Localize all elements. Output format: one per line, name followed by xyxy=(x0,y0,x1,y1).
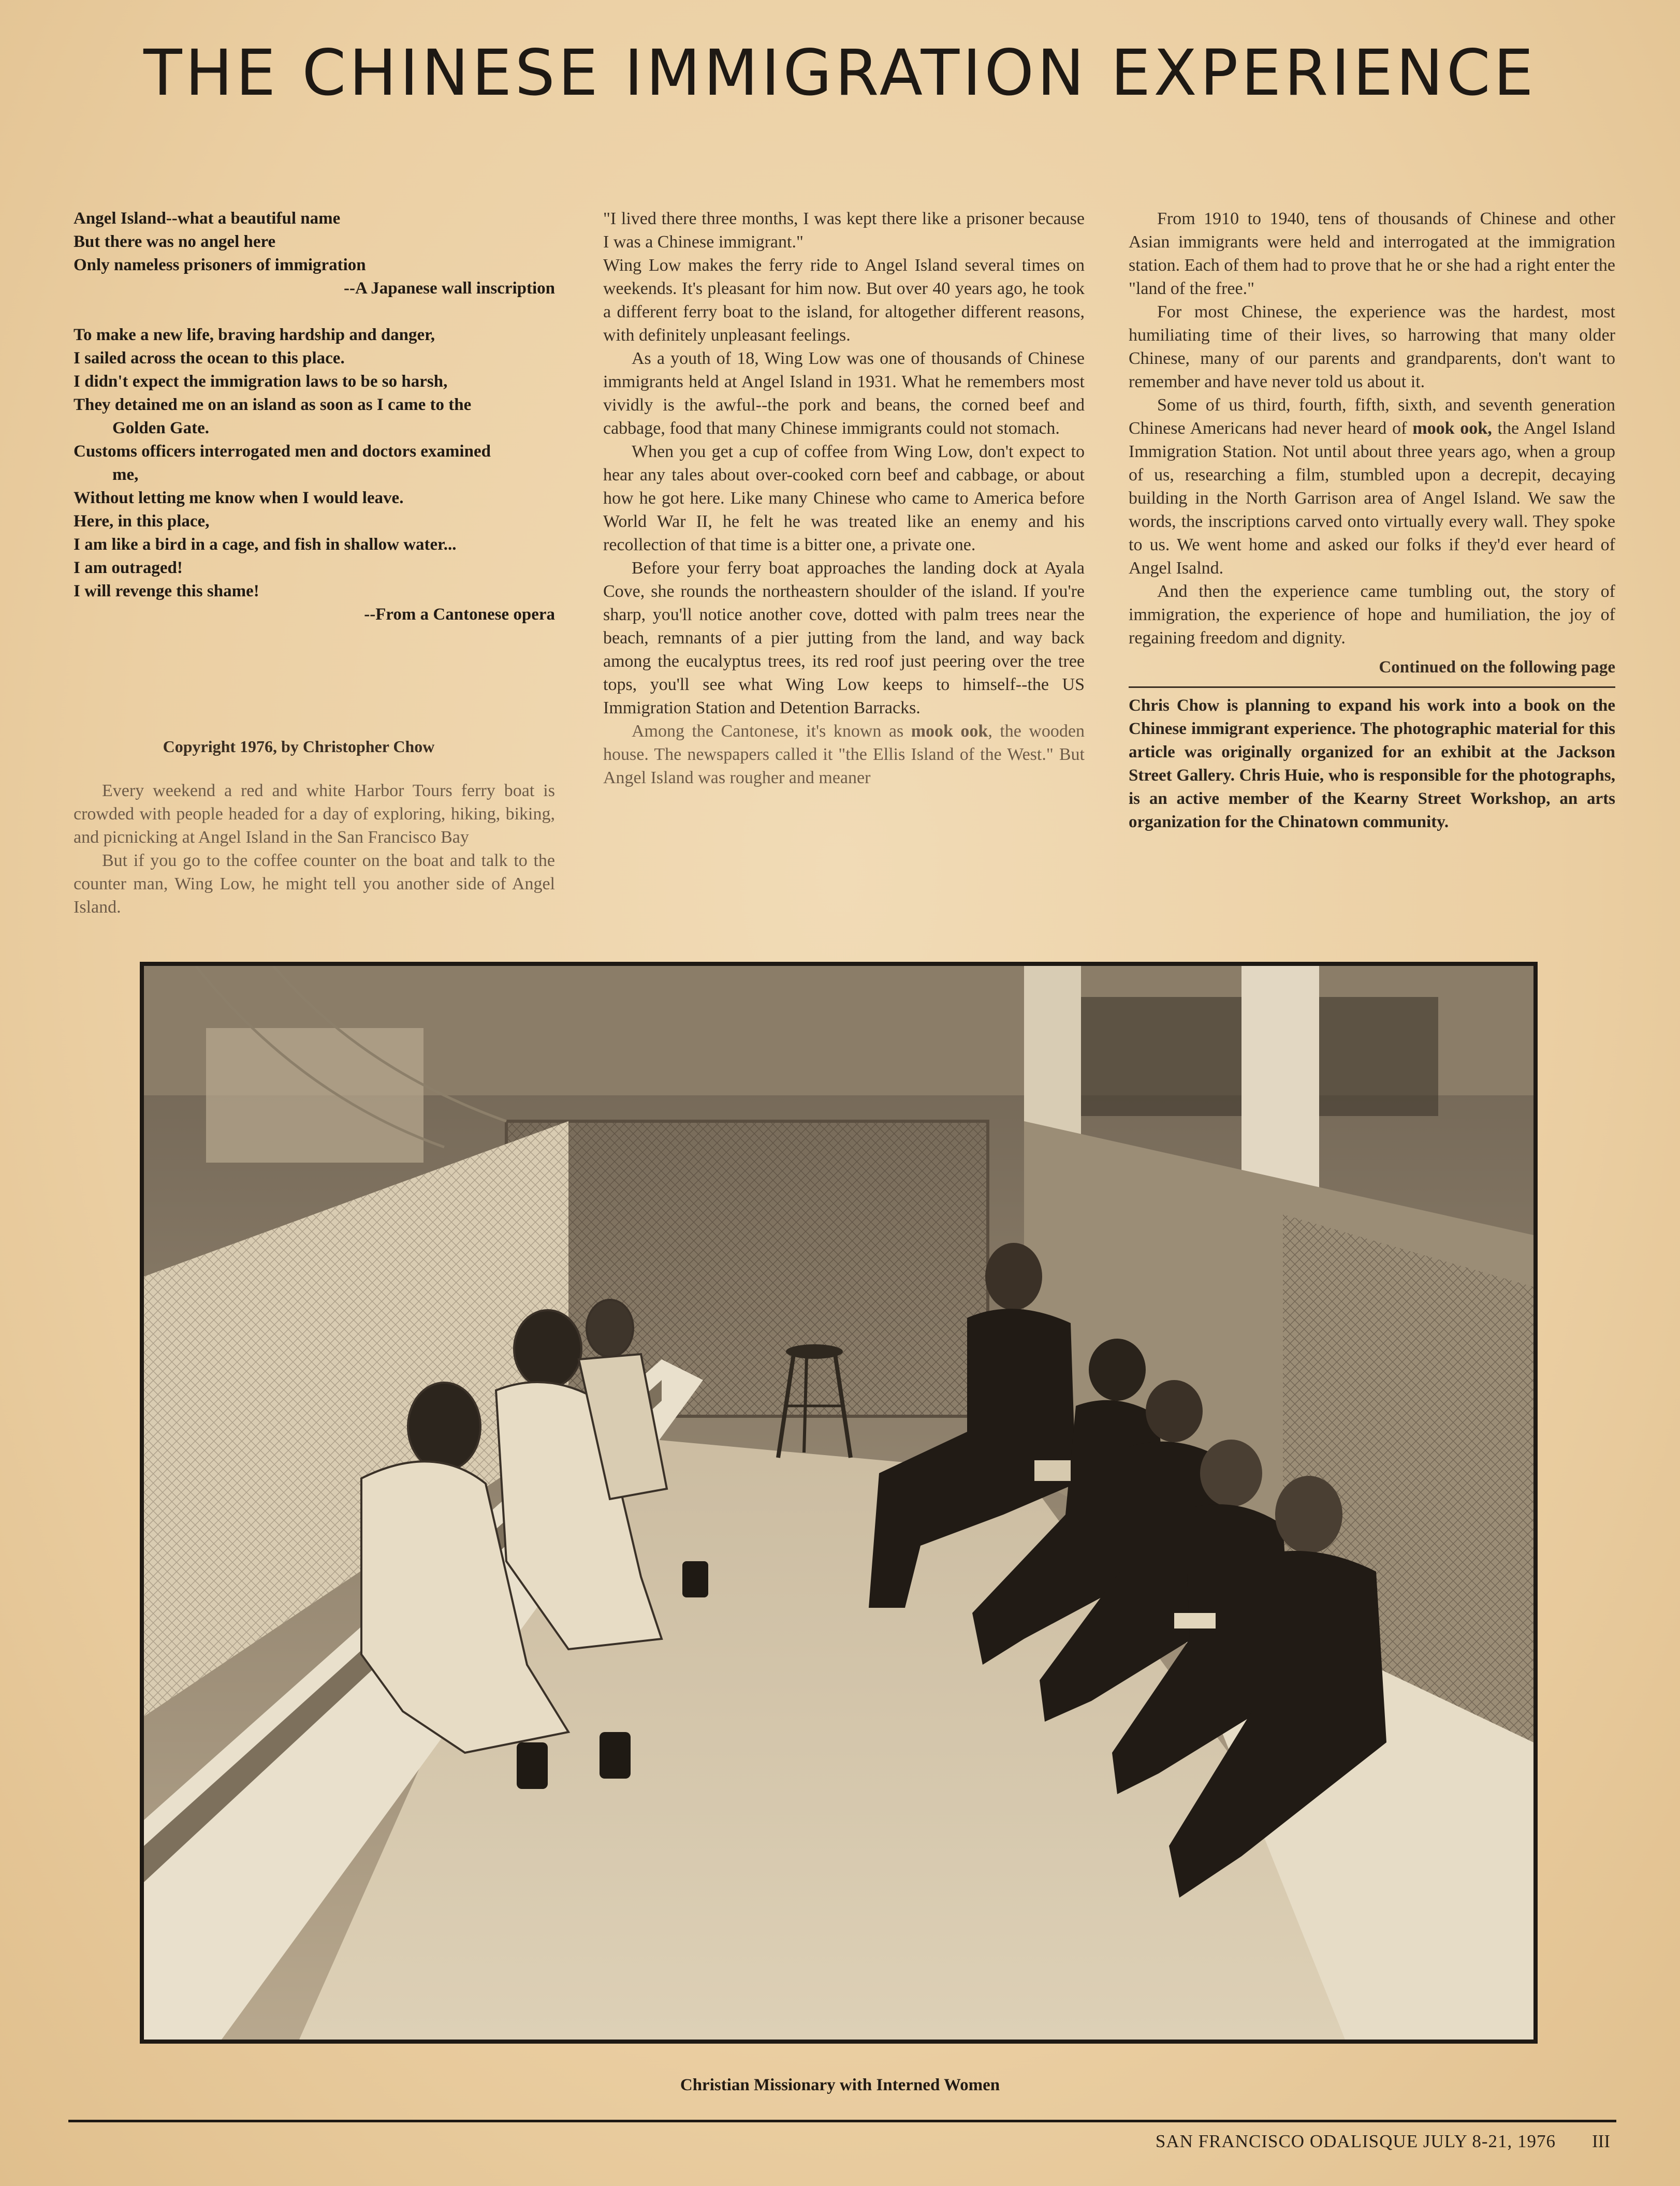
poem-line: They detained me on an island as soon as I came to the xyxy=(74,395,472,414)
paragraph: Every weekend a red and white Harbor Tours ferry boat is crowded with people headed for a day of exploring, hiking, biking, and picnicking at Angel Island in the San Francisco Bay xyxy=(74,781,555,847)
column-1 xyxy=(74,207,555,919)
poem-attribution: --From a Cantonese opera xyxy=(364,605,555,624)
quote-paragraph: "I lived there three months, I was kept there like a prisoner because I was a Chinese immigrant." xyxy=(603,209,1085,252)
poem-line: I didn't expect the immigration laws to be so harsh, xyxy=(74,372,448,391)
poem-line: Angel Island--what a beautiful name xyxy=(74,209,341,228)
poem-line: To make a new life, braving hardship and danger, xyxy=(74,326,435,344)
page-number: III xyxy=(1592,2131,1610,2151)
paragraph: Wing Low makes the ferry ride to Angel Island several times on weekends. It's pleasant for him now. But over 40 years ago, he took a different ferry boat to the island, for altogether different reasons, with definitely unpleasant feelings. xyxy=(603,256,1085,345)
photograph xyxy=(140,962,1538,2044)
poem-line: But there was no angel here xyxy=(74,232,276,251)
page-headline: THE CHINESE IMMIGRATION EXPERIENCE xyxy=(143,36,1537,110)
column-3 xyxy=(1129,207,1615,834)
term-mook-ook: mook ook xyxy=(911,722,988,741)
column-2 xyxy=(603,207,1085,789)
poem-attribution: --A Japanese wall inscription xyxy=(344,279,555,298)
paragraph: For most Chinese, the experience was the hardest, most humiliating time of their lives, so harrowing that many older Chinese, many of our parents and grandparents, don't want to remember and have never told us about it. xyxy=(1129,302,1615,391)
poem-line: Customs officers interrogated men and doctors examined xyxy=(74,442,491,461)
paragraph: When you get a cup of coffee from Wing Low, don't expect to hear any tales about over-cooked corn beef and cabbage, or about how he got here. Like many Chinese who came to America before World War II, he felt he was treated like an enemy and his recollection of that time is a bitter one, a private one. xyxy=(603,442,1085,554)
paragraph xyxy=(1129,393,1615,580)
publication-footer: SAN FRANCISCO ODALISQUE JULY 8-21, 1976 xyxy=(1155,2131,1556,2151)
paragraph xyxy=(603,720,1085,789)
poem-cantonese-opera xyxy=(74,324,555,626)
term-mook-ook: mook ook, xyxy=(1412,419,1492,438)
photo-illustration xyxy=(144,966,1533,2040)
paragraph: And then the experience came tumbling out, the story of immigration, the experience of hope and humiliation, the joy of regaining freedom and dignity. xyxy=(1129,582,1615,648)
poem-line: I am outraged! xyxy=(74,559,183,577)
footer-rule xyxy=(68,2120,1616,2122)
text-run: Some of us third, fourth, fifth, sixth, and seventh generation Chinese Americans had never heard of xyxy=(1129,395,1615,438)
copyright-line: Copyright 1976, by Christopher Chow xyxy=(163,737,435,756)
text-run: , the wooden house. The newspapers called it "the Ellis Island of the West." But Angel Island was rougher and meaner xyxy=(603,722,1085,787)
paragraph: Before your ferry boat approaches the landing dock at Ayala Cove, she rounds the northeastern shoulder of the island. If you're sharp, you'll notice another cove, dotted with palm trees near the beach, remnants of a pier jutting from the land, and way back among the eucalyptus trees, its red roof just peering over the tree tops, you'll see what Wing Low keeps to himself--the US Immigration Station and Detention Barracks. xyxy=(603,559,1085,717)
continued-note: Continued on the following page xyxy=(1379,658,1615,677)
photo-caption: Christian Missionary with Interned Women xyxy=(680,2076,1000,2094)
poem-line: Only nameless prisoners of immigration xyxy=(74,256,366,274)
poem-line: Here, in this place, xyxy=(74,512,210,531)
divider xyxy=(1129,686,1615,688)
poem-line: I sailed across the ocean to this place. xyxy=(74,349,345,368)
poem-line: I am like a bird in a cage, and fish in shallow water... xyxy=(74,535,457,554)
poem-line: me, xyxy=(112,465,139,484)
paragraph: From 1910 to 1940, tens of thousands of Chinese and other Asian immigrants were held and interrogated at the immigration station. Each of them had to prove that he or she had a right enter the "land of the free." xyxy=(1129,209,1615,298)
paragraph: As a youth of 18, Wing Low was one of thousands of Chinese immigrants held at Angel Island in 1931. What he remembers most vividly is the awful--the pork and beans, the corned beef and cabbage, food that many Chinese immigrants could not stomach. xyxy=(603,349,1085,438)
poem-line: Without letting me know when I would leave. xyxy=(74,489,404,507)
text-run: the Angel Island Immigration Station. Not until about three years ago, when a group of us, researching a film, stumbled upon a decrepit, decaying building in the North Garrison area of Angel Island. We saw the words, the inscriptions carved onto virtually every wall. They spoke to us. We went home and asked our folks if they'd ever heard of Angel Isalnd. xyxy=(1129,419,1616,578)
poem-japanese-inscription xyxy=(74,207,555,300)
poem-line: I will revenge this shame! xyxy=(74,582,259,600)
paragraph: But if you go to the coffee counter on the boat and talk to the counter man, Wing Low, he might tell you another side of Angel Island. xyxy=(74,851,555,917)
poem-line: Golden Gate. xyxy=(112,419,209,437)
article-intro xyxy=(74,779,555,919)
text-run: Among the Cantonese, it's known as xyxy=(632,722,911,741)
author-bio: Chris Chow is planning to expand his work into a book on the Chinese immigrant experience. The photographic material for this article was originally organized for an exhibit at the Jackson Street Gallery. Chris Huie, who is responsible for the photographs, is an active member of the Kearny Street Workshop, an arts organization for the Chinatown community. xyxy=(1129,696,1615,831)
